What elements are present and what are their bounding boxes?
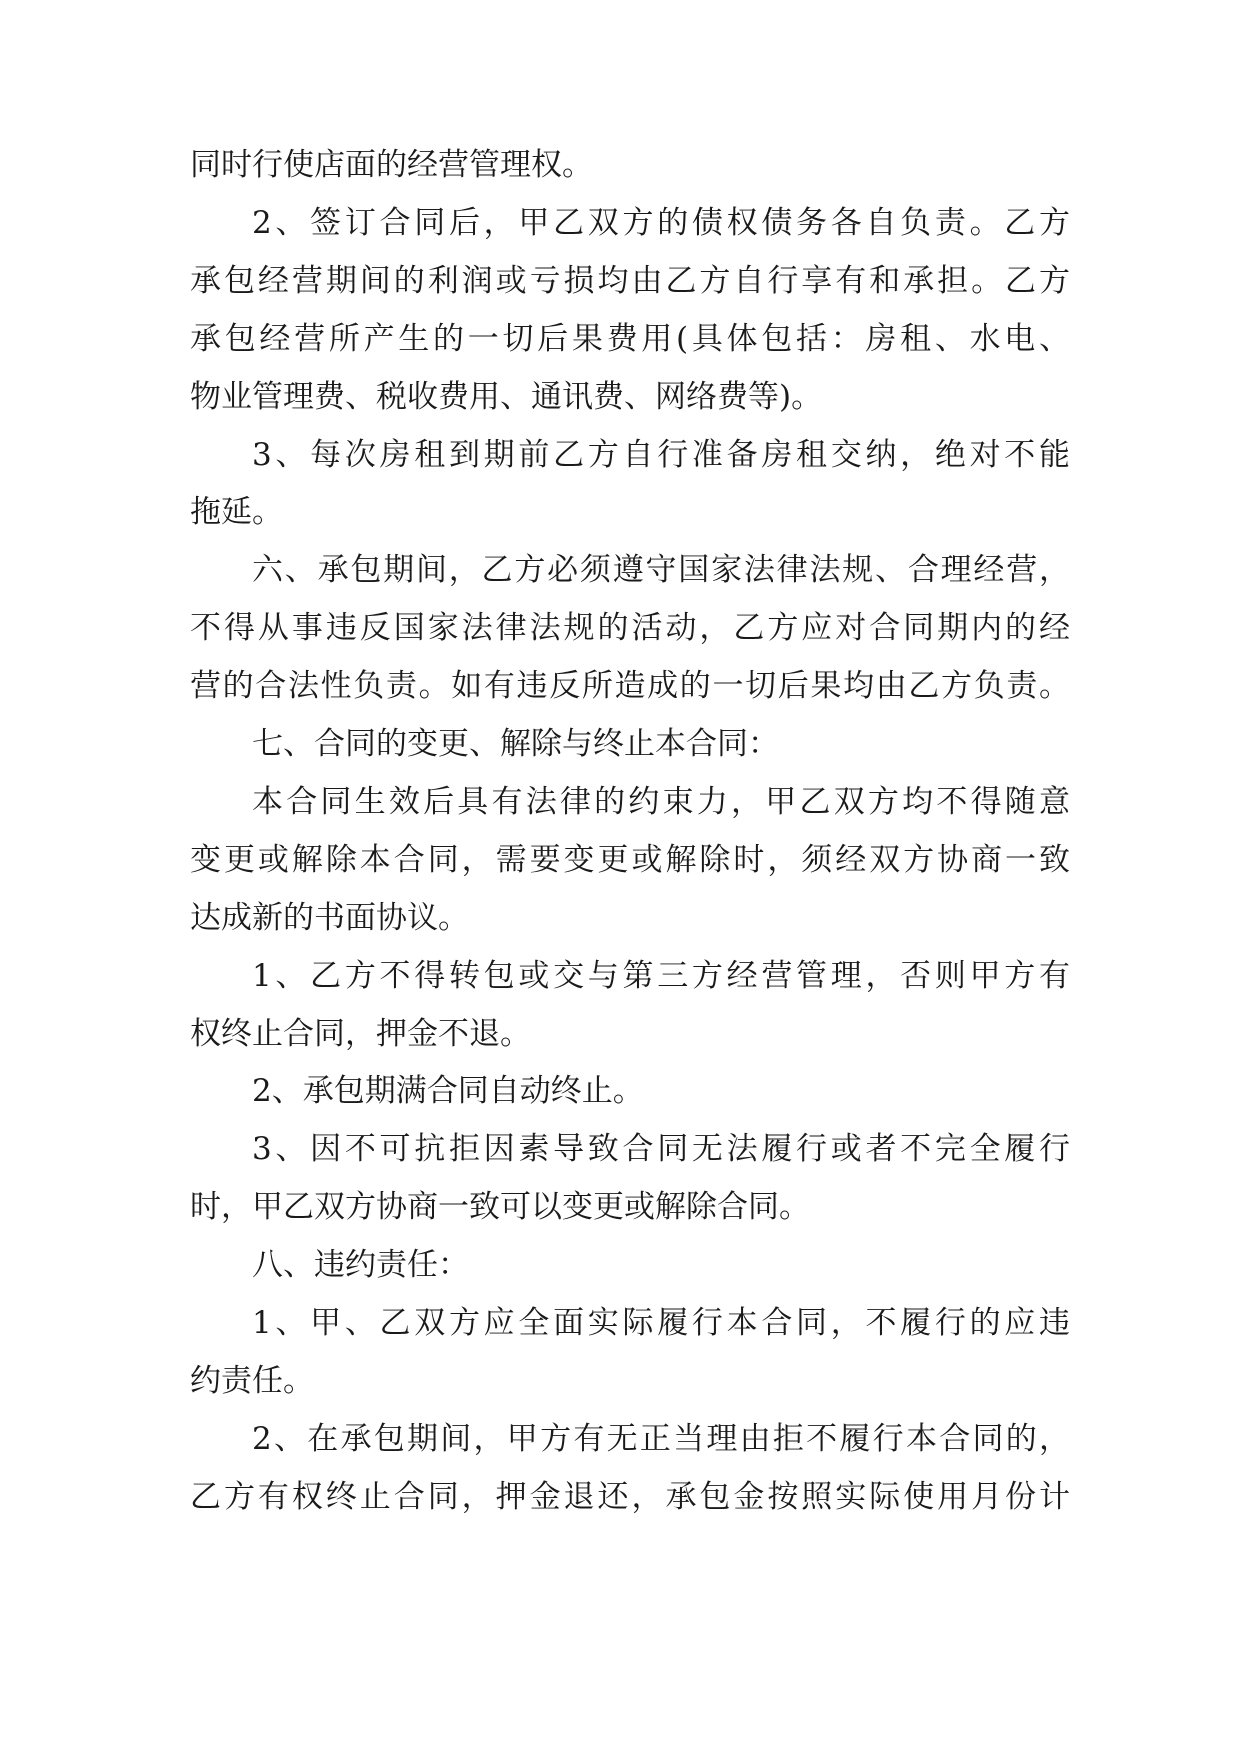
text-line: 八、违约责任： bbox=[252, 1247, 469, 1283]
text-line: 变更或解除本合同，需要变更或解除时，须经双方协商一致 bbox=[190, 842, 1070, 878]
text-line: 承包经营期间的利润或亏损均由乙方自行享有和承担。乙方 bbox=[190, 263, 1070, 299]
text-line: 3、因不可抗拒因素导致合同无法履行或者不完全履行 bbox=[252, 1131, 1070, 1167]
text-line: 3、每次房租到期前乙方自行准备房租交纳，绝对不能 bbox=[252, 437, 1070, 473]
text-line: 约责任。 bbox=[190, 1363, 314, 1399]
text-line: 2、在承包期间，甲方有无正当理由拒不履行本合同的， bbox=[252, 1421, 1070, 1457]
text-line: 2、承包期满合同自动终止。 bbox=[252, 1073, 644, 1109]
text-line: 时，甲乙双方协商一致可以变更或解除合同。 bbox=[190, 1189, 810, 1225]
text-line: 1、甲、乙双方应全面实际履行本合同，不履行的应违 bbox=[252, 1305, 1070, 1341]
text-line: 物业管理费、税收费用、通讯费、网络费等)。 bbox=[190, 379, 823, 415]
text-line: 1、乙方不得转包或交与第三方经营管理，否则甲方有 bbox=[252, 958, 1070, 994]
text-line: 达成新的书面协议。 bbox=[190, 900, 469, 936]
text-line: 营的合法性负责。如有违反所造成的一切后果均由乙方负责。 bbox=[190, 668, 1070, 704]
text-line: 拖延。 bbox=[190, 494, 283, 530]
text-line: 2、签订合同后，甲乙双方的债权债务各自负责。乙方 bbox=[252, 205, 1070, 241]
text-line: 本合同生效后具有法律的约束力，甲乙双方均不得随意 bbox=[252, 784, 1070, 820]
text-line: 权终止合同，押金不退。 bbox=[190, 1016, 531, 1052]
text-line: 承包经营所产生的一切后果费用(具体包括：房租、水电、 bbox=[190, 321, 1070, 357]
text-line: 同时行使店面的经营管理权。 bbox=[190, 147, 593, 183]
text-line: 七、合同的变更、解除与终止本合同： bbox=[252, 726, 779, 762]
text-line: 乙方有权终止合同，押金退还，承包金按照实际使用月份计 bbox=[190, 1479, 1070, 1515]
text-line: 六、承包期间，乙方必须遵守国家法律法规、合理经营， bbox=[252, 552, 1070, 588]
text-line: 不得从事违反国家法律法规的活动，乙方应对合同期内的经 bbox=[190, 610, 1070, 646]
